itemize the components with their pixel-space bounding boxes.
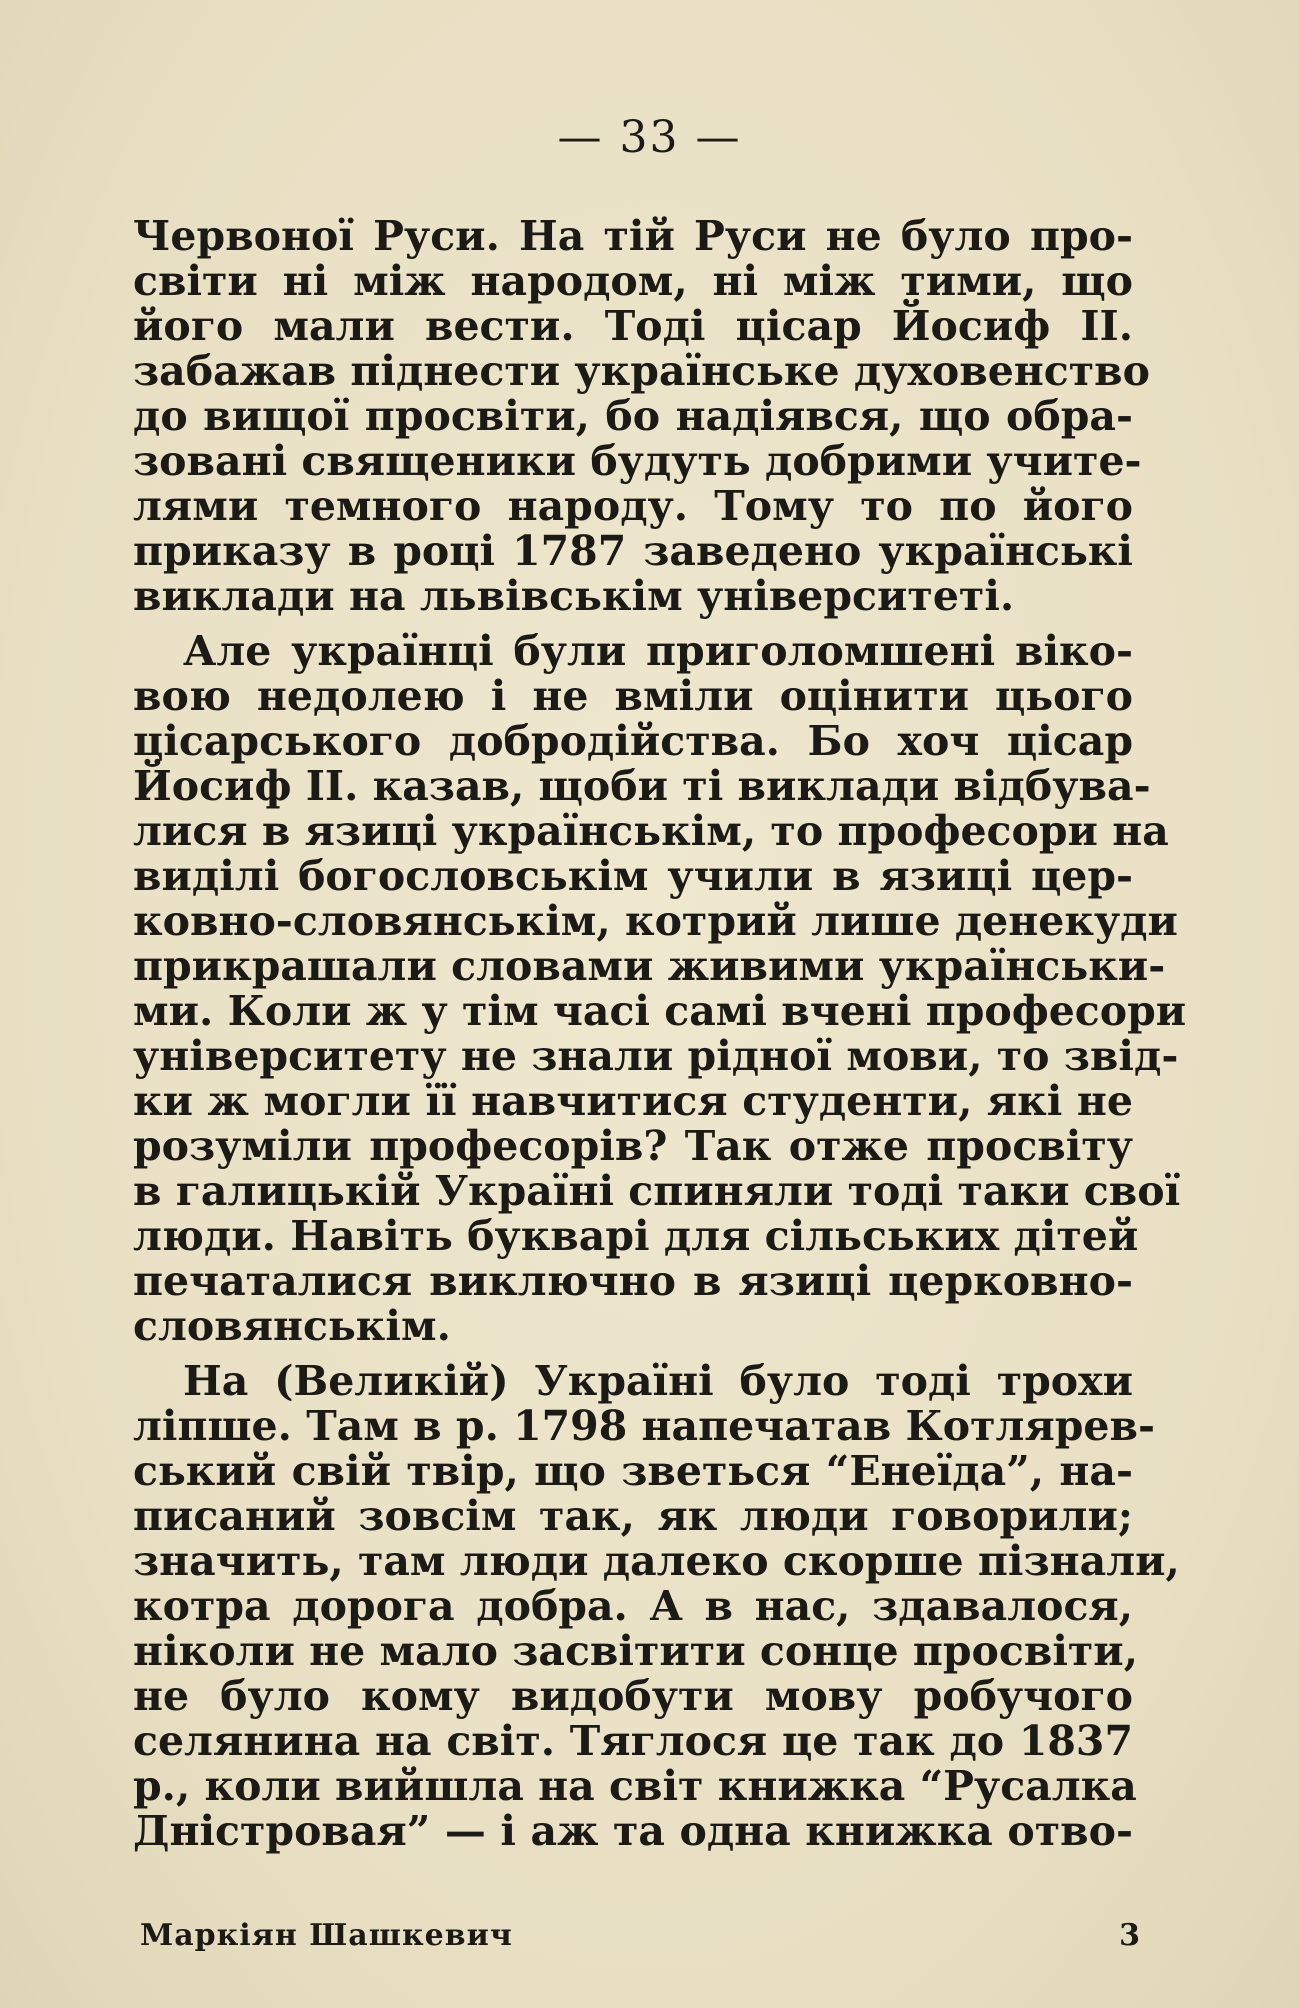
text-line: ський свій твір, що зветься “Енеїда”, на- xyxy=(133,1447,1133,1495)
text-line: селянина на світ. Тяглося це так до 1837 xyxy=(133,1717,1133,1765)
text-line: зовані священики будуть добрими учите- xyxy=(133,437,1142,485)
page-footer xyxy=(140,1918,1140,1958)
text-line: словянськім. xyxy=(133,1302,451,1350)
text-line: писаний зовсім так, як люди говорили; xyxy=(133,1492,1133,1540)
paragraph-1 xyxy=(133,212,1151,620)
page-number: — 33 — xyxy=(557,112,742,163)
text-line: прикрашали словами живими українськи- xyxy=(133,942,1166,990)
paragraph-3 xyxy=(133,1357,1180,1855)
text-line: значить, там люди далеко скорше пізнали, xyxy=(133,1537,1180,1585)
body-text xyxy=(133,212,1187,1864)
paragraph-2 xyxy=(133,627,1187,1350)
text-line: цісарського добродійства. Бо хоч цісар xyxy=(133,717,1133,765)
text-line: до вищої просвіти, бо надіявся, що обра- xyxy=(133,392,1133,440)
text-line: котра дорога добра. А в нас, здавалося, xyxy=(133,1582,1133,1630)
text-line: печаталися виключно в язиці церковно- xyxy=(133,1257,1133,1305)
text-line: На (Великій) Україні було тоді трохи xyxy=(183,1357,1133,1405)
text-line: р., коли вийшла на світ книжка “Русалка xyxy=(133,1762,1137,1810)
text-line: виклади на львівськім університеті. xyxy=(133,572,1015,620)
text-line: розуміли професорів? Так отже просвіту xyxy=(133,1122,1133,1170)
text-line: ки ж могли її навчитися студенти, які не xyxy=(133,1077,1133,1125)
text-line: Дністровая” — і аж та одна книжка отво- xyxy=(133,1807,1133,1855)
text-line: люди. Навіть букварі для сільських дітей xyxy=(133,1212,1139,1260)
text-line: приказу в році 1787 заведено українські xyxy=(133,527,1133,575)
text-line: світи ні між народом, ні між тими, що xyxy=(133,257,1133,305)
text-line: університету не знали рідної мови, то звід- xyxy=(133,1032,1179,1080)
running-title: Маркіян Шашкевич xyxy=(140,1918,513,1953)
text-line: Але українці були приголомшені віко- xyxy=(183,627,1133,675)
text-line: в галицькій Україні спиняли тоді таки свої xyxy=(133,1167,1181,1215)
text-line: вою недолею і не вміли оцінити цього xyxy=(133,672,1133,720)
text-line: його мали вести. Тоді цісар Йосиф II. xyxy=(133,302,1133,350)
text-line: Червоної Руси. На тій Руси не було про- xyxy=(133,212,1133,260)
text-line: лями темного народу. Тому то по його xyxy=(133,482,1133,530)
text-line: забажав піднести українське духовенство xyxy=(133,347,1151,395)
text-line: Йосиф II. казав, щоби ті виклади відбува- xyxy=(133,762,1151,810)
text-line: ковно-словянськім, котрий лише денекуди xyxy=(133,897,1178,945)
text-line: не було кому видобути мову робучого xyxy=(133,1672,1133,1720)
text-line: ліпше. Там в р. 1798 напечатав Котлярев- xyxy=(133,1402,1155,1450)
text-line: лися в язиці українськім, то професори на xyxy=(133,807,1169,855)
text-line: ніколи не мало засвітити сонце просвіти, xyxy=(133,1627,1138,1675)
text-line: ми. Коли ж у тім часі самі вчені професори xyxy=(133,987,1187,1035)
text-line: виділі богословськім учили в язиці цер- xyxy=(133,852,1133,900)
signature-mark: 3 xyxy=(1119,1918,1140,1953)
